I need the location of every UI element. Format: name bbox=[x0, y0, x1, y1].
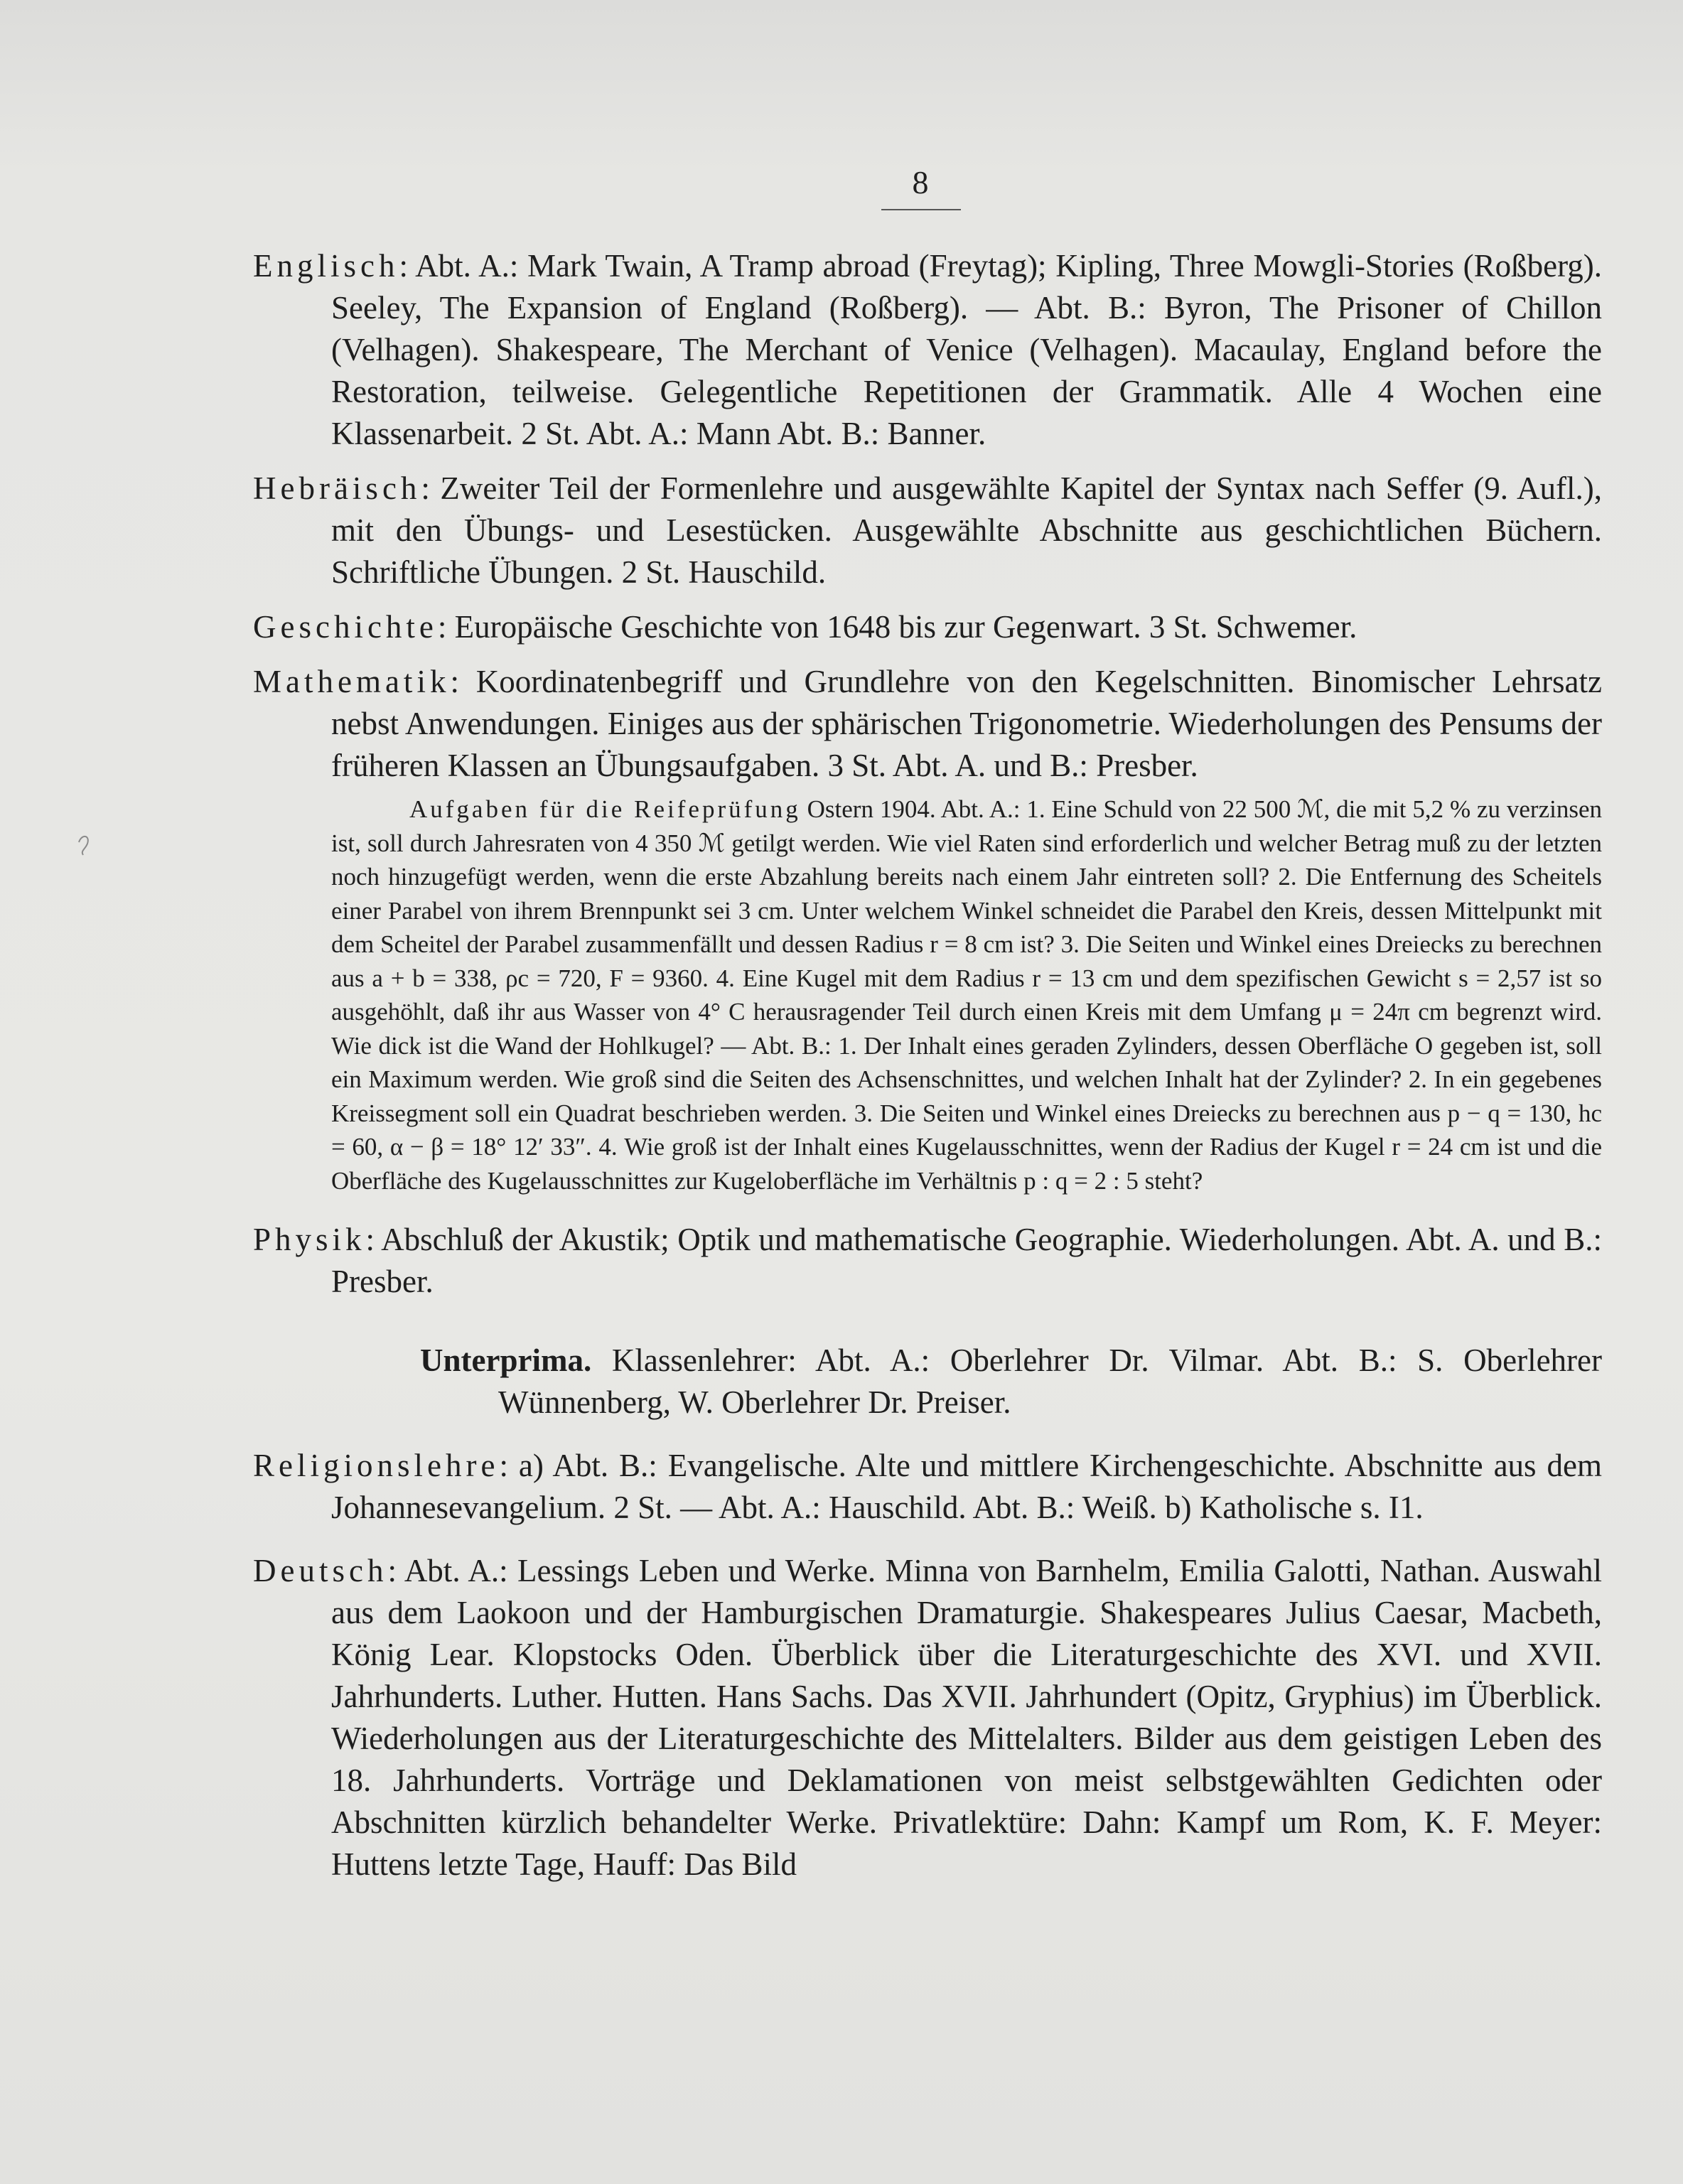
section-text: : Abt. A.: Lessings Leben und Werke. Minna von Barnhelm, Emilia Galotti, Nathan. Auswahl aus dem Laokoon und der Hamburgischen Dramaturgie. Shakespeares Julius Caesar, Macbeth, König Lear. Klopstocks Oden. Überblick über die Literaturgeschichte des XVI. und XVII. Jahrhunderts. Luther. Hutten. Hans Sachs. Das XVII. Jahrhundert (Opitz, Gryphius) im Überblick. Wiederholungen aus der Literaturgeschichte des Mittelalters. Bilder aus dem geistigen Leben des 18. Jahrhunderts. Vorträge und Deklamationen von meist selbstgewählten Gedichten oder Abschnitten kürzlich behandelter Werke. Privatlektüre: Dahn: Kampf um Rom, K. F. Meyer: Huttens letzte Tage, Hauff: Das Bild bbox=[331, 1553, 1602, 1882]
math-exam-tasks bbox=[331, 792, 1602, 1198]
section-deutsch bbox=[253, 1550, 1602, 1886]
page-body bbox=[253, 245, 1602, 1886]
section-hebraeisch bbox=[253, 468, 1602, 593]
subject-label: Geschichte bbox=[253, 609, 438, 645]
math-note-lead: Aufgaben für die Reifeprüfung bbox=[409, 795, 801, 823]
section-text: : Europäische Geschichte von 1648 bis zur Gegenwart. 3 St. Schwemer. bbox=[437, 609, 1357, 645]
section-text: : a) Abt. B.: Evangelische. Alte und mittlere Kirchengeschichte. Abschnitte aus dem Johannesevangelium. 2 St. — Abt. A.: Hauschild. Abt. B.: Weiß. b) Katholische s. I1. bbox=[331, 1448, 1602, 1525]
section-text: : Koordinatenbegriff und Grundlehre von den Kegelschnitten. Binomischer Lehrsatz nebst Anwendungen. Einiges aus der sphärischen Trigonometrie. Wiederholungen des Pensums der früheren Klassen an Übungsaufgaben. 3 St. Abt. A. und B.: Presber. bbox=[331, 664, 1602, 783]
section-physik bbox=[253, 1219, 1602, 1303]
math-note-text: Ostern 1904. Abt. A.: 1. Eine Schuld von 22 500 ℳ, die mit 5,2 % zu verzinsen ist, soll durch Jahresraten von 4 350 ℳ getilgt werden. Wie viel Raten sind erforderlich und welcher Betrag muß zu der letzten noch hinzugefügt werden, wenn die erste Abzahlung bereits nach einem Jahr eintreten soll? 2. Die Entfernung des Scheitels einer Parabel von ihrem Brennpunkt sei 3 cm. Unter welchem Winkel schneidet die Parabel den Kreis, dessen Mittelpunkt mit dem Scheitel der Parabel zusammenfällt und dessen Radius r = 8 cm ist? 3. Die Seiten und Winkel eines Dreiecks zu berechnen aus a + b = 338, ρc = 720, F = 9360. 4. Eine Kugel mit dem Radius r = 13 cm und dem spezifischen Gewicht s = 2,57 ist so ausgehöhlt, daß ihr aus Wasser von 4° C herausragender Teil durch einen Kreis mit dem Umfang μ = 24π cm begrenzt wird. Wie dick ist die Wand der Hohlkugel? — Abt. B.: 1. Der Inhalt eines geraden Zylinders, dessen Oberfläche O gegeben ist, soll ein Maximum werden. Wie groß sind die Seiten des Achsenschnittes, und welchen Inhalt hat der Zylinder? 2. In ein gegebenes Kreissegment soll ein Quadrat beschrieben werden. 3. Die Seiten und Winkel eines Dreiecks zu berechnen aus p − q = 130, hc = 60, α − β = 18° 12′ 33″. 4. Wie groß ist der Inhalt eines Kugelausschnittes, wenn der Radius der Kugel r = 24 cm ist und die Oberfläche des Kugelausschnittes zur Kugeloberfläche im Verhältnis p : q = 2 : 5 steht? bbox=[331, 795, 1602, 1195]
section-text: : Abt. A.: Mark Twain, A Tramp abroad (Freytag); Kipling, Three Mowgli-Stories (Roßberg). Seeley, The Expansion of England (Roßberg). — Abt. B.: Byron, The Prisoner of Chillon (Velhagen). Shakespeare, The Merchant of Venice (Velhagen). Macaulay, England before the Restoration, teilweise. Gelegentliche Repetitionen der Grammatik. Alle 4 Wochen eine Klassenarbeit. 2 St. Abt. A.: Mann Abt. B.: Banner. bbox=[331, 248, 1602, 451]
class-heading-unterprima bbox=[420, 1340, 1602, 1424]
class-teachers: Klassenlehrer: Abt. A.: Oberlehrer Dr. Vilmar. Abt. B.: S. Oberlehrer Wünnenberg, W. Oberlehrer Dr. Preiser. bbox=[498, 1343, 1602, 1420]
subject-label: Mathematik bbox=[253, 664, 451, 699]
page-number-rule bbox=[881, 209, 961, 210]
subject-label: Deutsch bbox=[253, 1553, 388, 1588]
page-number: 8 bbox=[912, 164, 929, 200]
section-mathematik bbox=[253, 661, 1602, 787]
class-title: Unterprima. bbox=[420, 1343, 592, 1378]
section-text: : Zweiter Teil der Formenlehre und ausgewählte Kapitel der Syntax nach Seffer (9. Aufl.), mit den Übungs- und Lesestücken. Ausgewählte Abschnitte aus geschichtlichen Büchern. Schriftliche Übungen. 2 St. Hauschild. bbox=[331, 470, 1602, 590]
section-religionslehre bbox=[253, 1445, 1602, 1529]
section-englisch bbox=[253, 245, 1602, 455]
section-geschichte bbox=[253, 606, 1602, 648]
subject-label: Physik bbox=[253, 1222, 366, 1257]
subject-label: Englisch bbox=[253, 248, 399, 284]
section-text: : Abschluß der Akustik; Optik und mathematische Geographie. Wiederholungen. Abt. A. und B.: Presber. bbox=[331, 1222, 1602, 1299]
subject-label: Religionslehre bbox=[253, 1448, 500, 1483]
margin-pencil-mark bbox=[75, 828, 96, 856]
subject-label: Hebräisch bbox=[253, 470, 421, 506]
